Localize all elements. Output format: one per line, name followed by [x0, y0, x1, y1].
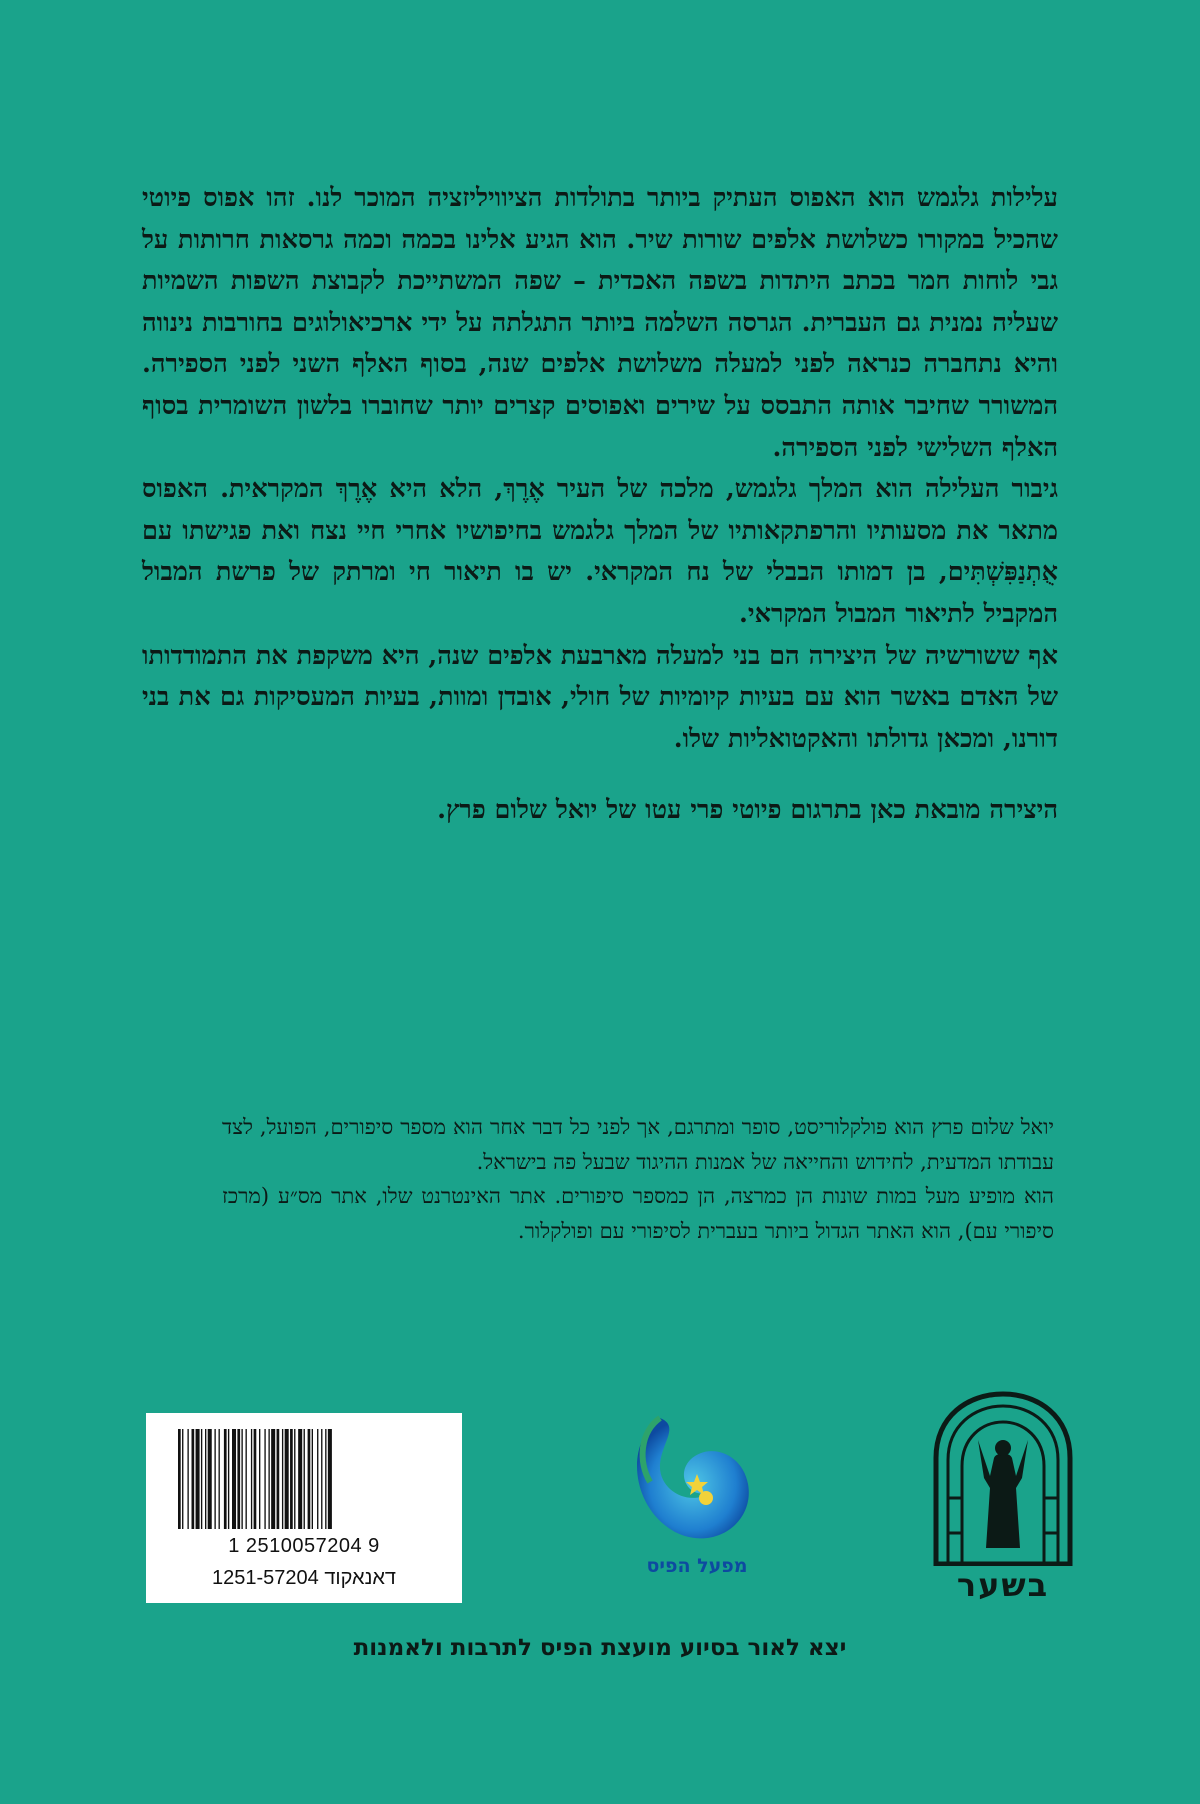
barcode-bars: [178, 1429, 430, 1529]
footer-credit: יצא לאור בסיוע מועצת הפיס לתרבות ולאמנות: [353, 1635, 847, 1661]
barcode-bar: [232, 1429, 236, 1529]
barcode-bar: [187, 1429, 188, 1529]
translation-credit: היצירה מובאת כאן בתרגום פיוטי פרי עטו של יואל שלום פרץ.: [437, 795, 1058, 826]
barcode-bar: [192, 1429, 195, 1529]
publisher-name: בשער: [956, 1566, 1050, 1604]
barcode-bar: [321, 1429, 322, 1529]
barcode-bar: [294, 1429, 295, 1529]
barcode-bar: [246, 1429, 247, 1529]
barcode-bar: [201, 1429, 202, 1529]
barcode-code-line: דאנאקוד 1251-57204: [212, 1567, 396, 1589]
swirl-star-icon: [620, 1412, 770, 1552]
barcode-box: [146, 1413, 462, 1603]
barcode-bar: [237, 1429, 240, 1529]
barcode-bar: [251, 1429, 252, 1529]
barcode-bar: [241, 1429, 242, 1529]
mifal-hapais-logo: [612, 1412, 782, 1592]
barcode-bar: [285, 1429, 289, 1529]
barcode-bar: [196, 1429, 200, 1529]
bio-paragraph-1: יואל שלום פרץ הוא פולקלוריסט, סופר ומתרגם, אך לפני כל דבר אחר הוא מספר סיפורים, הפועל, לצד עבודתו המדעית, לחידוש והחייאה של אמנות ההיגוד שבעל פה בישראל.: [222, 1115, 1054, 1174]
description-paragraph-2: גיבור העלילה הוא המלך גלגמש, מלכה של העיר אֶרֶךְ, הלא היא אֶרֶךְ המקראית. האפוס מתאר את מסעותיו והרפתקאותיו של המלך גלגמש בחיפושיו אחרי חיי נצח ואת פגישתו עם אֻתְנַפִּשְׁתִּים, בן דמותו הבבלי של נח המקראי. יש בו תיאור חי ומרתק של פרשת המבול המקביל לתיאור המבול המקראי.: [142, 474, 1058, 629]
barcode-bar: [228, 1429, 229, 1529]
description-paragraph-3: אף ששורשיה של היצירה הם בני למעלה מארבעת אלפים שנה, היא משקפת את התמודדותו של האדם באשר הוא עם בעיות קיומיות של חולי, אובדן ומוות, בעיות המעסיקות גם את בני דורנו, ומכאן גדולתו והאקטואליות שלו.: [142, 640, 1058, 754]
translator-bio: [222, 1110, 1054, 1248]
barcode-bar: [271, 1429, 275, 1529]
barcode-bar: [254, 1429, 257, 1529]
barcode-number: 1 2510057204 9: [228, 1535, 380, 1557]
barcode-bar: [259, 1429, 260, 1529]
barcode-bar: [219, 1429, 220, 1529]
publisher-logo: [928, 1388, 1078, 1618]
barcode-bar: [208, 1429, 212, 1529]
bio-paragraph-2: הוא מופיע מעל במות שונות הן כמרצה, הן כמספר סיפורים. אתר האינטרנט שלו, אתר מס״ע (מרכז סיפורי עם), הוא האתר הגדול ביותר בעברית לסיפורי עם ופולקלור.: [222, 1184, 1054, 1243]
barcode-bar: [182, 1429, 183, 1529]
mifal-hapais-name: מפעל הפיס: [646, 1555, 748, 1577]
barcode-bar: [178, 1429, 181, 1529]
barcode-bar: [224, 1429, 227, 1529]
barcode-bar: [328, 1429, 332, 1529]
barcode-bar: [325, 1429, 326, 1529]
arched-gate-figure-icon: [928, 1388, 1078, 1566]
barcode-bar: [298, 1429, 302, 1529]
barcode-bar: [312, 1429, 313, 1529]
barcode-bar: [205, 1429, 206, 1529]
book-description: [142, 178, 1058, 832]
barcode-bar: [282, 1429, 283, 1529]
barcode-bar: [308, 1429, 311, 1529]
barcode-bar: [277, 1429, 280, 1529]
barcode-bar: [268, 1429, 269, 1529]
barcode-bar: [317, 1429, 318, 1529]
barcode-bar: [304, 1429, 305, 1529]
barcode-bar: [290, 1429, 293, 1529]
description-paragraph-1: עלילות גלגמש הוא האפוס העתיק ביותר בתולדות הציוויליזציה המוכר לנו. זהו אפוס פיוטי שהכיל במקורו כשלושת אלפים שורות שיר. הוא הגיע אלינו בכמה וכמה גרסאות חרותות על גבי לוחות חמר בכתב היתדות בשפה האכדית – שפה המשתייכת לקבוצת השפות השמיות שעליה נמנית גם העברית. הגרסה השלמה ביותר התגלתה על ידי ארכיאולוגים בחורבות נינווה והיא נתחברה כנראה לפני למעלה משלושת אלפים שנה, בסוף האלף השני לפני הספירה. המשורר שחיבר אותה התבסס על שירים ואפוסים קצרים יותר שחוברו בלשון השומרית בסוף האלף השלישי לפני הספירה.: [142, 183, 1058, 463]
barcode-bar: [264, 1429, 265, 1529]
barcode-bar: [214, 1429, 215, 1529]
